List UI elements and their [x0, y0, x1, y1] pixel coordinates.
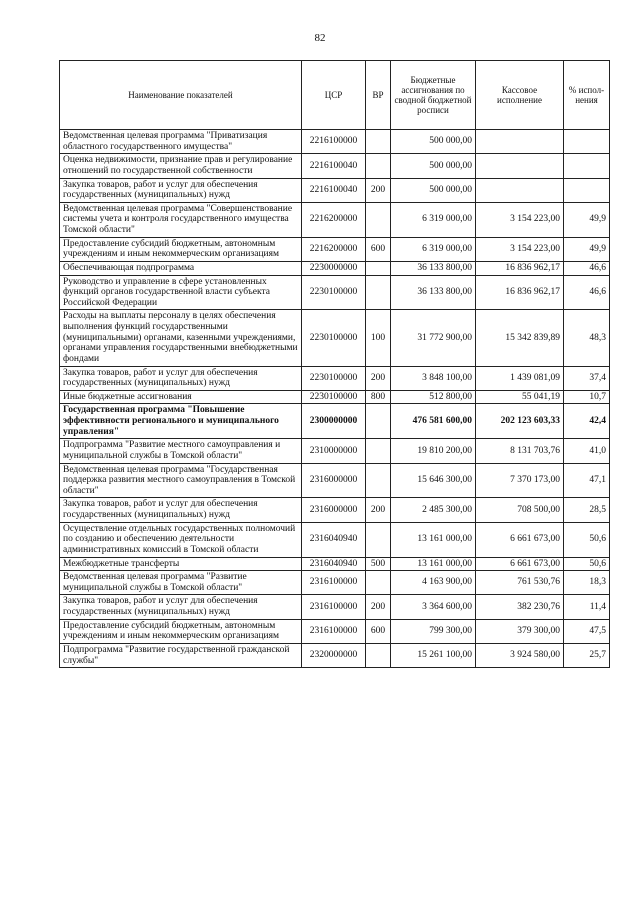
row-percent: 10,7 — [564, 390, 610, 404]
row-percent: 18,3 — [564, 571, 610, 595]
row-vr — [366, 571, 391, 595]
row-vr: 500 — [366, 557, 391, 571]
table-row — [60, 643, 610, 667]
row-name: Расходы на выплаты персоналу в целях обеспечения выполнения функций государственными (муниципальными) органами, казенными учреждениями, органами управления государственными внебюджетными фондами — [60, 310, 302, 366]
row-percent: 28,5 — [564, 498, 610, 522]
table-row — [60, 130, 610, 154]
row-vr: 100 — [366, 310, 391, 366]
row-cash: 16 836 962,17 — [476, 261, 564, 275]
row-vr — [366, 522, 391, 557]
table-row — [60, 366, 610, 390]
row-budget: 500 000,00 — [391, 154, 476, 178]
row-budget: 500 000,00 — [391, 130, 476, 154]
row-vr — [366, 404, 391, 439]
row-name: Закупка товаров, работ и услуг для обеспечения государственных (муниципальных) нужд — [60, 366, 302, 390]
row-cash: 379 300,00 — [476, 619, 564, 643]
row-cash: 15 342 839,89 — [476, 310, 564, 366]
row-percent: 41,0 — [564, 439, 610, 463]
row-percent: 42,4 — [564, 404, 610, 439]
page-number: 82 — [314, 32, 326, 44]
row-csr: 2316000000 — [302, 463, 366, 498]
row-vr — [366, 130, 391, 154]
header-name: Наименование показателей — [60, 61, 302, 130]
row-percent: 25,7 — [564, 643, 610, 667]
row-csr: 2230100000 — [302, 390, 366, 404]
row-percent: 50,6 — [564, 522, 610, 557]
row-budget: 6 319 000,00 — [391, 202, 476, 237]
row-name: Ведомственная целевая программа "Государственная поддержка развития местного самоуправления в Томской области" — [60, 463, 302, 498]
row-cash: 382 230,76 — [476, 595, 564, 619]
row-percent — [564, 154, 610, 178]
row-percent: 47,1 — [564, 463, 610, 498]
row-name: Ведомственная целевая программа "Совершенствование системы учета и контроля государственного имущества Томской области" — [60, 202, 302, 237]
table-body — [60, 130, 610, 668]
row-percent: 49,9 — [564, 202, 610, 237]
row-percent: 46,6 — [564, 275, 610, 310]
row-cash: 7 370 173,00 — [476, 463, 564, 498]
row-csr: 2320000000 — [302, 643, 366, 667]
row-cash — [476, 178, 564, 202]
row-name: Закупка товаров, работ и услуг для обеспечения государственных (муниципальных) нужд — [60, 498, 302, 522]
table-row — [60, 237, 610, 261]
row-cash: 3 154 223,00 — [476, 237, 564, 261]
table-row — [60, 522, 610, 557]
row-name: Ведомственная целевая программа "Развитие муниципальной службы в Томской области" — [60, 571, 302, 595]
row-name: Межбюджетные трансферты — [60, 557, 302, 571]
row-csr: 2316040940 — [302, 522, 366, 557]
row-vr: 600 — [366, 619, 391, 643]
row-percent: 49,9 — [564, 237, 610, 261]
table-row — [60, 463, 610, 498]
row-budget: 2 485 300,00 — [391, 498, 476, 522]
row-budget: 13 161 000,00 — [391, 522, 476, 557]
row-csr: 2216100040 — [302, 154, 366, 178]
row-budget: 13 161 000,00 — [391, 557, 476, 571]
row-percent: 46,6 — [564, 261, 610, 275]
table-row — [60, 498, 610, 522]
row-cash: 6 661 673,00 — [476, 557, 564, 571]
row-name: Подпрограмма "Развитие государственной гражданской службы" — [60, 643, 302, 667]
row-percent: 48,3 — [564, 310, 610, 366]
row-vr — [366, 261, 391, 275]
row-name: Предоставление субсидий бюджетным, автономным учреждениям и иным некоммерческим организациям — [60, 619, 302, 643]
table-row — [60, 261, 610, 275]
table-row — [60, 310, 610, 366]
row-budget: 15 261 100,00 — [391, 643, 476, 667]
row-vr — [366, 154, 391, 178]
row-name: Обеспечивающая подпрограмма — [60, 261, 302, 275]
row-budget: 36 133 800,00 — [391, 275, 476, 310]
row-csr: 2230100000 — [302, 275, 366, 310]
header-percent: % испол-нения — [564, 61, 610, 130]
row-name: Ведомственная целевая программа "Приватизация областного государственного имущества" — [60, 130, 302, 154]
row-cash: 708 500,00 — [476, 498, 564, 522]
row-vr: 200 — [366, 366, 391, 390]
row-csr: 2316100000 — [302, 595, 366, 619]
row-name: Руководство и управление в сфере установленных функций органов государственной власти субъекта Российской Федерации — [60, 275, 302, 310]
row-percent: 50,6 — [564, 557, 610, 571]
row-percent: 37,4 — [564, 366, 610, 390]
row-vr — [366, 275, 391, 310]
row-budget: 512 800,00 — [391, 390, 476, 404]
row-budget: 3 364 600,00 — [391, 595, 476, 619]
row-csr: 2316040940 — [302, 557, 366, 571]
row-csr: 2216100000 — [302, 130, 366, 154]
row-name: Закупка товаров, работ и услуг для обеспечения государственных (муниципальных) нужд — [60, 595, 302, 619]
row-cash: 202 123 603,33 — [476, 404, 564, 439]
table-row — [60, 404, 610, 439]
table-row — [60, 275, 610, 310]
row-percent — [564, 130, 610, 154]
table-row — [60, 202, 610, 237]
row-name: Иные бюджетные ассигнования — [60, 390, 302, 404]
row-csr: 2310000000 — [302, 439, 366, 463]
row-vr — [366, 439, 391, 463]
row-cash: 3 154 223,00 — [476, 202, 564, 237]
row-name: Осуществление отдельных государственных полномочий по созданию и обеспечению деятельности административных комиссий в Томской области — [60, 522, 302, 557]
row-csr: 2230100000 — [302, 310, 366, 366]
row-csr: 2216200000 — [302, 237, 366, 261]
row-budget: 799 300,00 — [391, 619, 476, 643]
row-budget: 36 133 800,00 — [391, 261, 476, 275]
header-csr: ЦСР — [302, 61, 366, 130]
row-cash: 8 131 703,76 — [476, 439, 564, 463]
budget-table — [59, 60, 610, 668]
row-percent: 11,4 — [564, 595, 610, 619]
header-vr: ВР — [366, 61, 391, 130]
row-cash: 6 661 673,00 — [476, 522, 564, 557]
row-vr — [366, 202, 391, 237]
row-name: Государственная программа "Повышение эффективности регионального и муниципального управления" — [60, 404, 302, 439]
row-vr — [366, 463, 391, 498]
row-cash: 16 836 962,17 — [476, 275, 564, 310]
row-csr: 2230100000 — [302, 366, 366, 390]
table-row — [60, 178, 610, 202]
row-name: Подпрограмма "Развитие местного самоуправления и муниципальной службы в Томской области" — [60, 439, 302, 463]
row-cash: 55 041,19 — [476, 390, 564, 404]
row-csr: 2316100000 — [302, 571, 366, 595]
row-percent — [564, 178, 610, 202]
row-name: Оценка недвижимости, признание прав и регулирование отношений по государственной собственности — [60, 154, 302, 178]
row-cash: 1 439 081,09 — [476, 366, 564, 390]
row-cash: 761 530,76 — [476, 571, 564, 595]
row-cash — [476, 154, 564, 178]
table-row — [60, 439, 610, 463]
row-csr: 2216100040 — [302, 178, 366, 202]
row-csr: 2300000000 — [302, 404, 366, 439]
row-csr: 2316000000 — [302, 498, 366, 522]
row-budget: 4 163 900,00 — [391, 571, 476, 595]
row-budget: 19 810 200,00 — [391, 439, 476, 463]
row-budget: 6 319 000,00 — [391, 237, 476, 261]
row-vr: 800 — [366, 390, 391, 404]
row-vr: 200 — [366, 498, 391, 522]
row-csr: 2230000000 — [302, 261, 366, 275]
table-row — [60, 619, 610, 643]
row-csr: 2316100000 — [302, 619, 366, 643]
table-header-row — [60, 61, 610, 130]
table-row — [60, 571, 610, 595]
table-row — [60, 595, 610, 619]
row-name: Закупка товаров, работ и услуг для обеспечения государственных (муниципальных) нужд — [60, 178, 302, 202]
row-budget: 500 000,00 — [391, 178, 476, 202]
row-budget: 476 581 600,00 — [391, 404, 476, 439]
row-cash: 3 924 580,00 — [476, 643, 564, 667]
table-row — [60, 557, 610, 571]
row-cash — [476, 130, 564, 154]
row-vr: 600 — [366, 237, 391, 261]
header-cash: Кассовое исполнение — [476, 61, 564, 130]
row-vr — [366, 643, 391, 667]
row-csr: 2216200000 — [302, 202, 366, 237]
row-name: Предоставление субсидий бюджетным, автономным учреждениям и иным некоммерческим организациям — [60, 237, 302, 261]
table-row — [60, 154, 610, 178]
row-vr: 200 — [366, 595, 391, 619]
header-budget: Бюджетные ассигнования по сводной бюджетной росписи — [391, 61, 476, 130]
row-vr: 200 — [366, 178, 391, 202]
row-budget: 31 772 900,00 — [391, 310, 476, 366]
table-row — [60, 390, 610, 404]
row-budget: 3 848 100,00 — [391, 366, 476, 390]
row-budget: 15 646 300,00 — [391, 463, 476, 498]
row-percent: 47,5 — [564, 619, 610, 643]
